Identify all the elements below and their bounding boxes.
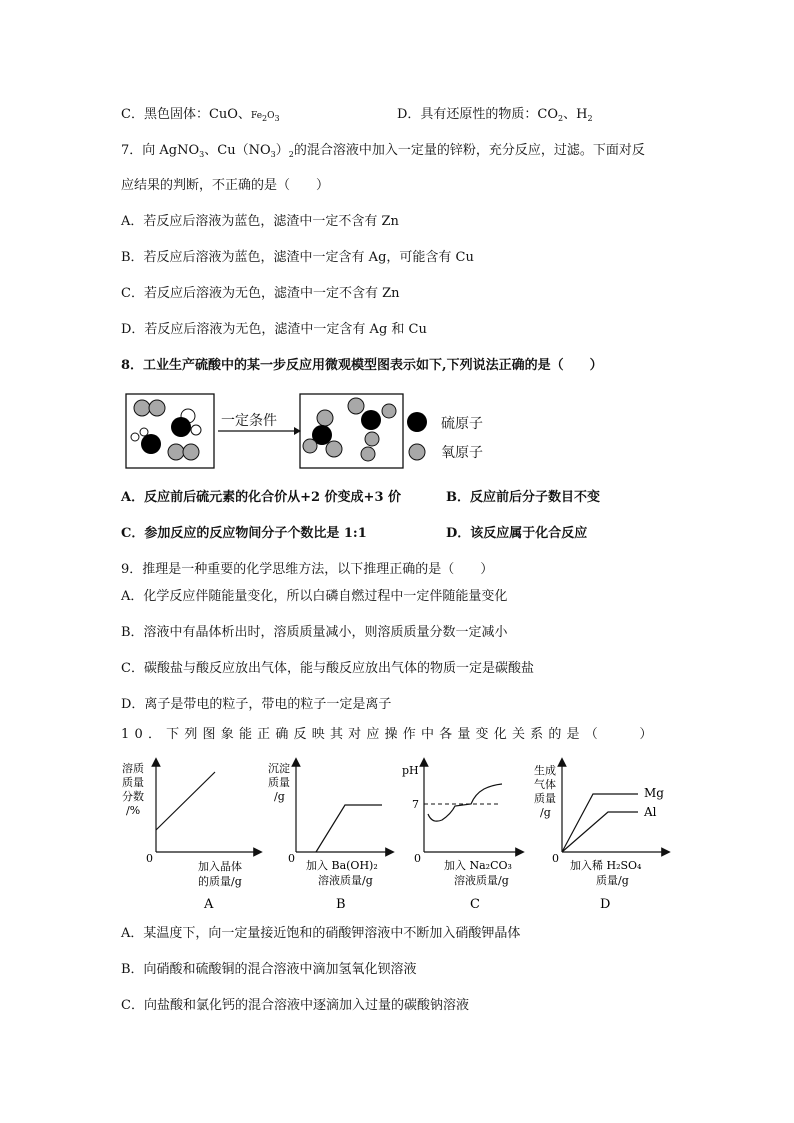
oxygen-atom bbox=[317, 410, 333, 426]
oxygen-atom bbox=[365, 432, 379, 446]
q7-stem-line2: 应结果的判断，不正确的是（ ） bbox=[121, 178, 330, 193]
graph-d-origin: 0 bbox=[552, 852, 559, 865]
q10-option-c: C．向盐酸和氯化钙的混合溶液中逐滴加入过量的碳酸钠溶液 bbox=[121, 998, 469, 1013]
q7-stem-sub: 3 bbox=[199, 150, 205, 159]
q8-stem: 8．工业生产硫酸中的某一步反应用微观模型图表示如下,下列说法正确的是（ ） bbox=[121, 358, 603, 373]
graph-b-letter: B bbox=[336, 897, 346, 912]
graph-d-al-line bbox=[562, 812, 638, 852]
legend-sulfur-label: 硫原子 bbox=[441, 416, 483, 432]
graph-c-letter: C bbox=[470, 897, 480, 912]
legend-oxygen-label: 氧原子 bbox=[441, 445, 483, 461]
graph-d-letter: D bbox=[600, 897, 611, 912]
reaction-condition-label: 一定条件 bbox=[221, 413, 277, 429]
graph-d-ylabel-2: 气体 bbox=[534, 778, 556, 791]
sulfur-atom bbox=[141, 434, 161, 454]
q7-option-c: C．若反应后溶液为无色，滤渣中一定不含有 Zn bbox=[121, 286, 400, 301]
legend-oxygen-icon bbox=[409, 444, 425, 460]
q7-stem-part: 、Cu（NO bbox=[204, 143, 271, 158]
sulfur-atom bbox=[171, 417, 191, 437]
graph-c-xlabel-1: 加入 Na₂CO₃ bbox=[444, 859, 512, 872]
graph-b bbox=[268, 761, 390, 912]
graph-a-letter: A bbox=[204, 897, 214, 912]
oxygen-atom bbox=[303, 439, 317, 453]
graph-a-ylabel-4: /% bbox=[126, 804, 141, 817]
q6-option-d-sub1: 2 bbox=[558, 114, 564, 123]
q9-option-b: B．溶液中有晶体析出时，溶质质量减小，则溶质质量分数一定减小 bbox=[121, 625, 508, 640]
legend-sulfur-icon bbox=[407, 412, 427, 432]
q7-option-a: A．若反应后溶液为蓝色，滤渣中一定不含有 Zn bbox=[121, 214, 399, 229]
q9-option-d: D．离子是带电的粒子，带电的粒子一定是离子 bbox=[121, 697, 392, 712]
q6-option-c-text: C．黑色固体：CuO、 bbox=[121, 107, 251, 122]
graph-b-xlabel-1: 加入 Ba(OH)₂ bbox=[306, 859, 378, 872]
graph-a-curve bbox=[156, 772, 215, 830]
q8-molecular-diagram bbox=[124, 392, 524, 472]
oxygen-atom bbox=[183, 444, 199, 460]
graph-d-al-label: Al bbox=[644, 805, 657, 819]
oxygen-atom bbox=[382, 404, 396, 418]
q9-stem: 9．推理是一种重要的化学思维方法，以下推理正确的是（ ） bbox=[121, 562, 494, 577]
oxygen-atom bbox=[131, 433, 139, 441]
q6-option-d bbox=[397, 106, 593, 128]
q8-option-c: C．参加反应的反应物间分子个数比是 1:1 bbox=[121, 526, 367, 541]
graph-c-curve bbox=[428, 784, 502, 821]
oxygen-atom bbox=[134, 400, 150, 416]
graph-a-ylabel-1: 溶质 bbox=[122, 762, 144, 775]
q10-option-a: A．某温度下，向一定量接近饱和的硝酸钾溶液中不断加入硝酸钾晶体 bbox=[121, 926, 521, 941]
graph-d-ylabel-1: 生成 bbox=[534, 764, 556, 777]
q6-option-c bbox=[121, 106, 280, 128]
q6-formula-sub: 2 bbox=[262, 114, 268, 123]
graph-a-ylabel-2: 质量 bbox=[122, 776, 144, 789]
graph-a bbox=[122, 761, 258, 912]
q7-stem-sub: 2 bbox=[288, 150, 294, 159]
graph-c bbox=[402, 762, 520, 912]
q6-option-d-mid: 、H bbox=[563, 107, 588, 122]
oxygen-atom bbox=[191, 425, 201, 435]
graph-d-xlabel-2: 质量/g bbox=[596, 874, 629, 887]
sulfur-atom bbox=[361, 410, 381, 430]
graph-b-ylabel-1: 沉淀 bbox=[268, 762, 290, 775]
oxygen-atom bbox=[361, 447, 375, 461]
q8-option-b: B．反应前后分子数目不变 bbox=[446, 490, 600, 505]
q7-option-d: D．若反应后溶液为无色，滤渣中一定含有 Ag 和 Cu bbox=[121, 322, 427, 337]
q6-option-d-sub2: 2 bbox=[587, 114, 593, 123]
graph-d-mg-label: Mg bbox=[644, 786, 664, 800]
graph-a-xlabel-1: 加入晶体 bbox=[198, 860, 242, 873]
q10-option-b: B．向硝酸和硫酸铜的混合溶液中滴加氢氧化钡溶液 bbox=[121, 962, 417, 977]
graph-b-origin: 0 bbox=[288, 852, 295, 865]
oxygen-atom bbox=[149, 400, 165, 416]
q6-formula-sub2: 3 bbox=[274, 114, 280, 123]
graph-c-ylabel: pH bbox=[402, 764, 419, 777]
q7-stem-part: 7．向 AgNO bbox=[121, 143, 200, 158]
q8-option-a: A．反应前后硫元素的化合价从+2 价变成+3 价 bbox=[121, 490, 402, 505]
q9-option-c: C．碳酸盐与酸反应放出气体，能与酸反应放出气体的物质一定是碳酸盐 bbox=[121, 661, 534, 676]
q6-option-d-text: D．具有还原性的物质：CO bbox=[397, 107, 559, 122]
q10-graphs bbox=[118, 752, 678, 912]
q7-stem-part: 的混合溶液中加入一定量的锌粉，充分反应，过滤。下面对反 bbox=[293, 143, 645, 158]
q7-stem-part: ） bbox=[275, 143, 289, 158]
graph-c-tick7: 7 bbox=[412, 798, 419, 811]
graph-d bbox=[534, 762, 666, 912]
oxygen-atom bbox=[326, 441, 342, 457]
oxygen-atom bbox=[140, 428, 148, 436]
q7-stem-sub: 3 bbox=[270, 150, 276, 159]
graph-d-xlabel-1: 加入稀 H₂SO₄ bbox=[570, 859, 642, 872]
graph-a-ylabel-3: 分数 bbox=[122, 790, 144, 803]
graph-c-xlabel-2: 溶液质量/g bbox=[454, 874, 509, 887]
graph-b-ylabel-2: 质量 bbox=[268, 776, 290, 789]
graph-a-xlabel-2: 的质量/g bbox=[198, 875, 242, 888]
q9-option-a: A．化学反应伴随能量变化，所以白磷自燃过程中一定伴随能量变化 bbox=[121, 589, 508, 604]
q6-formula-part: Fe bbox=[250, 111, 263, 121]
graph-d-ylabel-4: /g bbox=[540, 806, 551, 819]
q10-stem: 10．下列图象能正确反映其对应操作中各量变化关系的是（ ） bbox=[121, 727, 658, 742]
oxygen-atom bbox=[348, 398, 364, 414]
graph-a-origin: 0 bbox=[146, 852, 153, 865]
q7-option-b: B．若反应后溶液为蓝色，滤渣中一定含有 Ag，可能含有 Cu bbox=[121, 250, 474, 265]
graph-b-ylabel-3: /g bbox=[274, 790, 285, 803]
graph-c-origin: 0 bbox=[414, 852, 421, 865]
graph-b-xlabel-2: 溶液质量/g bbox=[318, 874, 373, 887]
oxygen-atom bbox=[168, 444, 184, 460]
q7-stem-line1 bbox=[121, 142, 645, 164]
q6-formula-part2: O bbox=[267, 111, 275, 121]
q8-option-d: D．该反应属于化合反应 bbox=[446, 526, 588, 541]
graph-d-ylabel-3: 质量 bbox=[534, 792, 556, 805]
graph-d-mg-line bbox=[562, 794, 638, 852]
graph-b-curve bbox=[316, 805, 382, 852]
